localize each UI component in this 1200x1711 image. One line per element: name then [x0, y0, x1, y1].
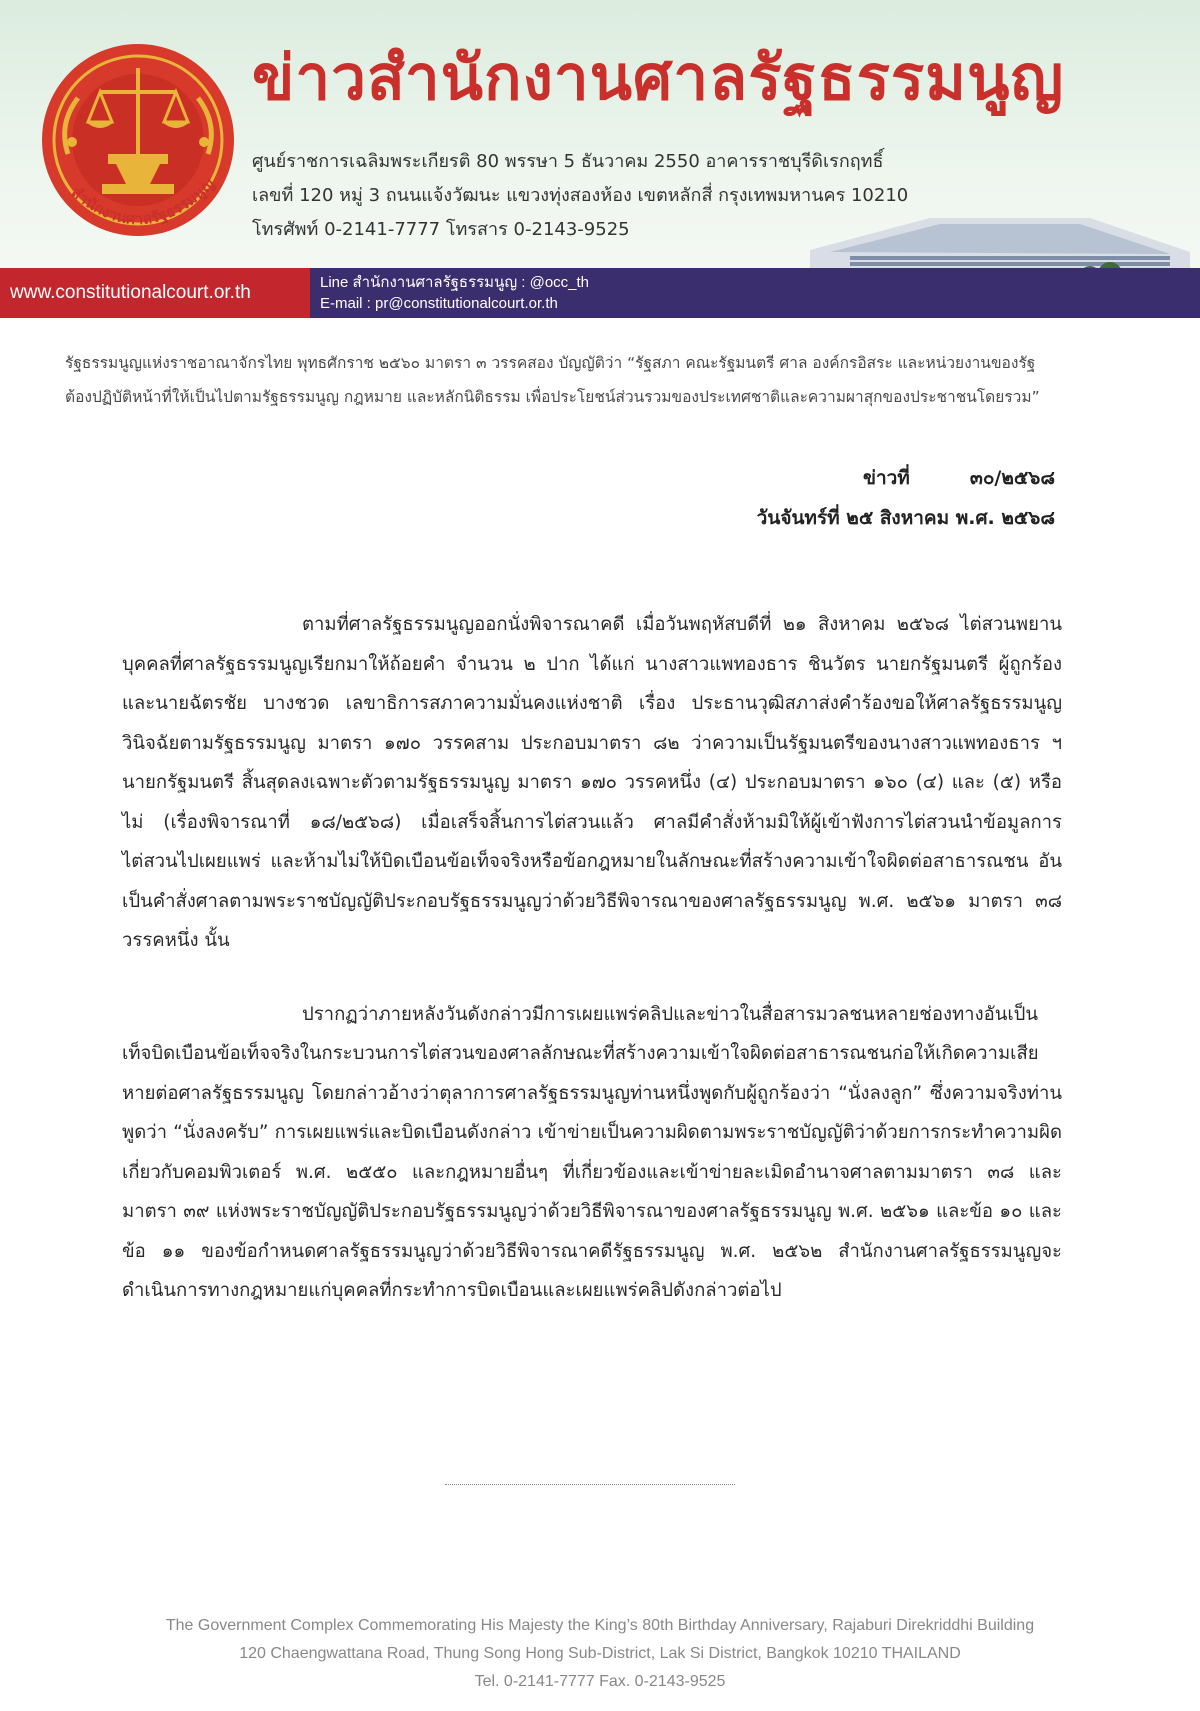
news-number-value: ๓๐/๒๕๖๘ [969, 467, 1055, 489]
end-divider [445, 1484, 735, 1485]
paragraph-1: ตามที่ศาลรัฐธรรมนูญออกนั่งพิจารณาคดี เมื่อวันพฤหัสบดีที่ ๒๑ สิงหาคม ๒๕๖๘ ไต่สวนพยานบุคคลที่ศาลรัฐธรรมนูญเรียกมาให้ถ้อยคำ จำนวน ๒ ปาก ได้แก่ นางสาวแพทองธาร ชินวัตร นายกรัฐมนตรี ผู้ถูกร้อง และนายฉัตรชัย บางชวด เลขาธิการสภาความมั่นคงแห่งชาติ เรื่อง ประธานวุฒิสภาส่งคำร้องขอให้ศาลรัฐธรรมนูญวินิจฉัยตามรัฐธรรมนูญ มาตรา ๑๗๐ วรรคสาม ประกอบมาตรา ๘๒ ว่าความเป็นรัฐมนตรีของนางสาวแพทองธาร ฯ นายกรัฐมนตรี สิ้นสุดลงเฉพาะตัวตามรัฐธรรมนูญ มาตรา ๑๗๐ วรรคหนึ่ง (๔) ประกอบมาตรา ๑๖๐ (๔) และ (๕) หรือไม่ (เรื่องพิจารณาที่ ๑๘/๒๕๖๘) เมื่อเสร็จสิ้นการไต่สวนแล้ว ศาลมีคำสั่งห้ามมิให้ผู้เข้าฟังการไต่สวนนำข้อมูลการไต่สวนไปเผยแพร่ และห้ามไม่ให้บิดเบือนข้อเท็จจริงหรือข้อกฎหมายในลักษณะที่สร้างความเข้าใจผิดต่อสาธารณชน อันเป็นคำสั่งศาลตามพระราชบัญญัติประกอบรัฐธรรมนูญว่าด้วยวิธีพิจารณาของศาลรัฐธรรมนูญ พ.ศ. ๒๕๖๑ มาตรา ๓๘ วรรคหนึ่ง นั้น [122, 614, 1062, 951]
quote-line-1: รัฐธรรมนูญแห่งราชอาณาจักรไทย พุทธศักราช ๒๕๖๐ มาตรา ๓ วรรคสอง บัญญัติว่า “รัฐสภา คณะรัฐมนตรี ศาล องค์กรอิสระ และหน่วยงานของรัฐ [65, 354, 1036, 372]
website-link[interactable]: www.constitutionalcourt.or.th [0, 268, 310, 318]
press-release-body [122, 605, 1062, 1311]
court-seal-logo [38, 34, 238, 252]
footer-line-3: Tel. 0-2141-7777 Fax. 0-2143-9525 [474, 1673, 726, 1690]
social-contacts [310, 268, 1200, 318]
address-line-2: เลขที่ 120 หมู่ 3 ถนนแจ้งวัฒนะ แขวงทุ่งสองห้อง เขตหลักสี่ กรุงเทพมหานคร 10210 [252, 185, 909, 206]
line-contact: Line สำนักงานศาลรัฐธรรมนูญ : @occ_th [320, 274, 590, 291]
news-meta [555, 458, 1055, 538]
letterhead [0, 0, 1200, 318]
constitution-quote [65, 346, 1145, 414]
masthead-title: ข่าวสำนักงานศาลรัฐธรรมนูญ [252, 41, 1065, 114]
seal-caption: สำนักงานศาลรัฐธรรมนูญ [67, 174, 219, 229]
footer-line-2: 120 Chaengwattana Road, Thung Song Hong Sub-District, Lak Si District, Bangkok 10210 THAILAND [239, 1645, 961, 1662]
footer-line-1: The Government Complex Commemorating His Majesty the King’s 80th Birthday Anniversary, Rajaburi Direkriddhi Building [165, 1617, 1035, 1634]
contact-phone-fax: โทรศัพท์ 0-2141-7777 โทรสาร 0-2143-9525 [252, 219, 630, 240]
paragraph-2: ปรากฏว่าภายหลังวันดังกล่าวมีการเผยแพร่คลิปและข่าวในสื่อสารมวลชนหลายช่องทางอันเป็นเท็จบิดเบือนข้อเท็จจริงในกระบวนการไต่สวนของศาลลักษณะที่สร้างความเข้าใจผิดต่อสาธารณชนก่อให้เกิดความเสียหายต่อศาลรัฐธรรมนูญ โดยกล่าวอ้างว่าตุลาการศาลรัฐธรรมนูญท่านหนึ่งพูดกับผู้ถูกร้องว่า “นั่งลงลูก” ซึ่งความจริงท่านพูดว่า “นั่งลงครับ” การเผยแพร่และบิดเบือนดังกล่าว เข้าข่ายเป็นความผิดตามพระราชบัญญัติว่าด้วยการกระทำความผิดเกี่ยวกับคอมพิวเตอร์ พ.ศ. ๒๕๕๐ และกฎหมายอื่นๆ ที่เกี่ยวข้องและเข้าข่ายละเมิดอำนาจศาลตามมาตรา ๓๘ และมาตรา ๓๙ แห่งพระราชบัญญัติประกอบรัฐธรรมนูญว่าด้วยวิธีพิจารณาของศาลรัฐธรรมนูญ พ.ศ. ๒๕๖๑ และข้อ ๑๐ และข้อ ๑๑ ของข้อกำหนดศาลรัฐธรรมนูญว่าด้วยวิธีพิจารณาคดีรัฐธรรมนูญ พ.ศ. ๒๕๖๒ สำนักงานศาลรัฐธรรมนูญจะดำเนินการทางกฎหมายแก่บุคคลที่กระทำการบิดเบือนและเผยแพร่คลิปดังกล่าวต่อไป [122, 1003, 1062, 1301]
contact-band [0, 268, 1200, 318]
quote-line-2: ต้องปฏิบัติหน้าที่ให้เป็นไปตามรัฐธรรมนูญ กฎหมาย และหลักนิติธรรม เพื่อประโยชน์ส่วนรวมของประเทศชาติและความผาสุกของประชาชนโดยรวม” [65, 388, 1040, 406]
email-link[interactable]: E-mail : pr@constitutionalcourt.or.th [320, 295, 558, 312]
news-number [555, 458, 1055, 498]
address-line-1: ศูนย์ราชการเฉลิมพระเกียรติ 80 พรรษา 5 ธันวาคม 2550 อาคารราชบุรีดิเรกฤทธิ์ [252, 151, 884, 172]
footer-address [100, 1612, 1100, 1696]
news-date: วันจันทร์ที่ ๒๕ สิงหาคม พ.ศ. ๒๕๖๘ [756, 507, 1055, 529]
news-number-label: ข่าวที่ [862, 467, 910, 489]
